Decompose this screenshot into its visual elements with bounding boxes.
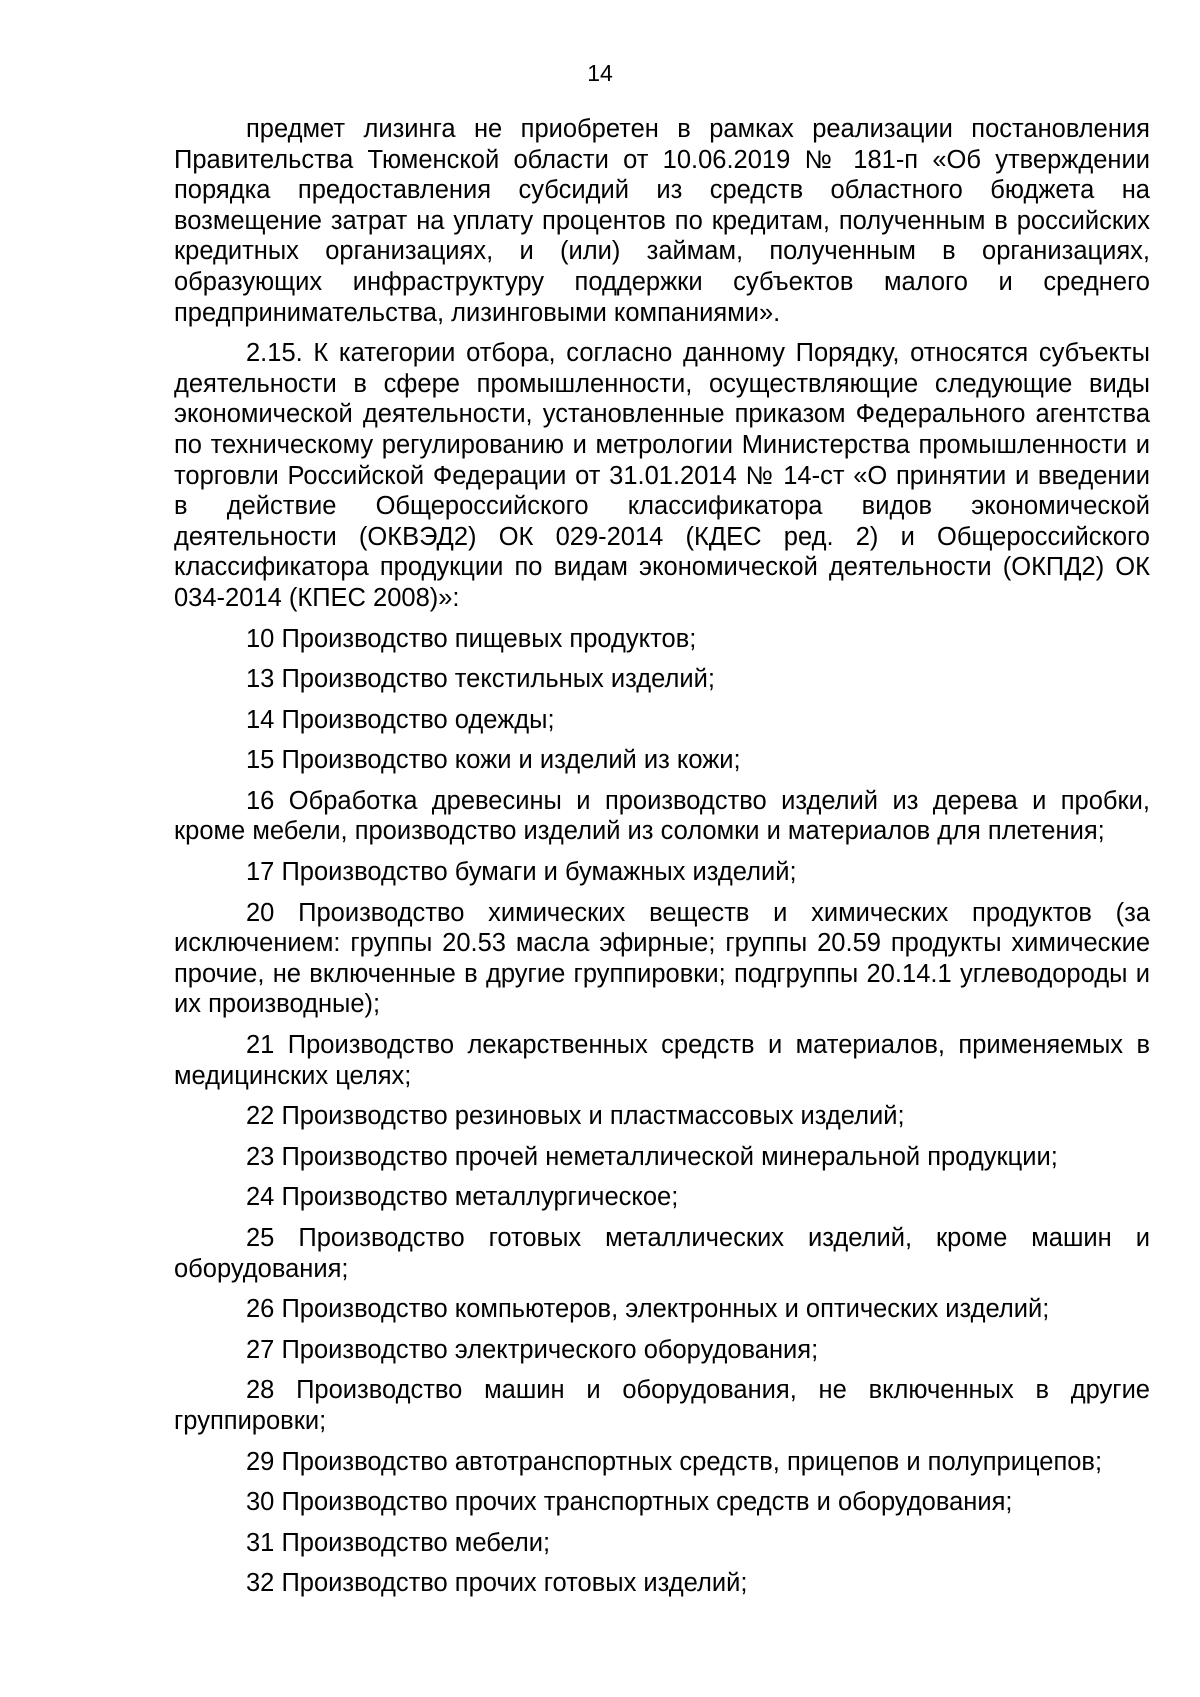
list-item-28: 28 Производство машин и оборудования, не включенных в другие группировки; <box>174 1376 1150 1435</box>
list-item-22: 22 Производство резиновых и пластмассовых изделий; <box>246 1102 905 1131</box>
list-item-17: 17 Производство бумаги и бумажных изделий; <box>246 858 797 887</box>
list-item-13: 13 Производство текстильных изделий; <box>246 665 715 694</box>
list-item-24: 24 Производство металлургическое; <box>246 1183 679 1212</box>
list-item-20: 20 Производство химических веществ и химических продуктов (за исключением: группы 20.53 масла эфирные; группы 20.59 продукты химические прочие, не включенные в другие группировки; подгруппы 20.14.1 углеводороды и их производные); <box>174 898 1150 1019</box>
list-item-30: 30 Производство прочих транспортных средств и оборудования; <box>246 1488 1013 1517</box>
list-item-21: 21 Производство лекарственных средств и материалов, применяемых в медицинских целях; <box>174 1031 1150 1090</box>
list-item-31: 31 Производство мебели; <box>246 1528 551 1557</box>
list-item-25: 25 Производство готовых металлических изделий, кроме машин и оборудования; <box>174 1224 1150 1283</box>
page-number: 14 <box>587 60 613 86</box>
list-item-29: 29 Производство автотранспортных средств, прицепов и полуприцепов; <box>246 1447 1103 1476</box>
list-item-23: 23 Производство прочей неметаллической минеральной продукции; <box>246 1142 1058 1171</box>
list-item-32: 32 Производство прочих готовых изделий; <box>246 1569 748 1598</box>
paragraph-2-15: 2.15. К категории отбора, согласно данному Порядку, относятся субъекты деятельности в сфере промышленности, осуществляющие следующие виды экономической деятельности, установленные приказом Федерального агентства по техническому регулированию и метрологии Министерства промышленности и торговли Российской Федерации от 31.01.2014 № 14-ст «О принятии и введении в действие Общероссийского классификатора видов экономической деятельности (ОКВЭД2) ОК 029-2014 (КДЕС ред. 2) и Общероссийского классификатора продукции по видам экономической деятельности (ОКПД2) ОК 034-2014 (КПЕС 2008)»: <box>174 339 1150 612</box>
list-item-27: 27 Производство электрического оборудования; <box>246 1335 819 1364</box>
list-item-14: 14 Производство одежды; <box>246 705 555 734</box>
list-item-26: 26 Производство компьютеров, электронных и оптических изделий; <box>246 1295 1050 1324</box>
document-body <box>174 114 1150 1599</box>
list-item-16: 16 Обработка древесины и производство изделий из дерева и пробки, кроме мебели, производство изделий из соломки и материалов для плетения; <box>174 786 1150 846</box>
list-item-10: 10 Производство пищевых продуктов; <box>246 624 697 653</box>
list-item-15: 15 Производство кожи и изделий из кожи; <box>246 746 741 775</box>
paragraph-continuation: предмет лизинга не приобретен в рамках реализации постановления Правительства Тюменской области от 10.06.2019 № 181-п «Об утверждении порядка предоставления субсидий из средств областного бюджета на возмещение затрат на уплату процентов по кредитам, полученным в российских кредитных организациях, и (или) займам, полученным в организациях, образующих инфраструктуру поддержки субъектов малого и среднего предпринимательства, лизинговыми компаниями». <box>174 115 1150 327</box>
